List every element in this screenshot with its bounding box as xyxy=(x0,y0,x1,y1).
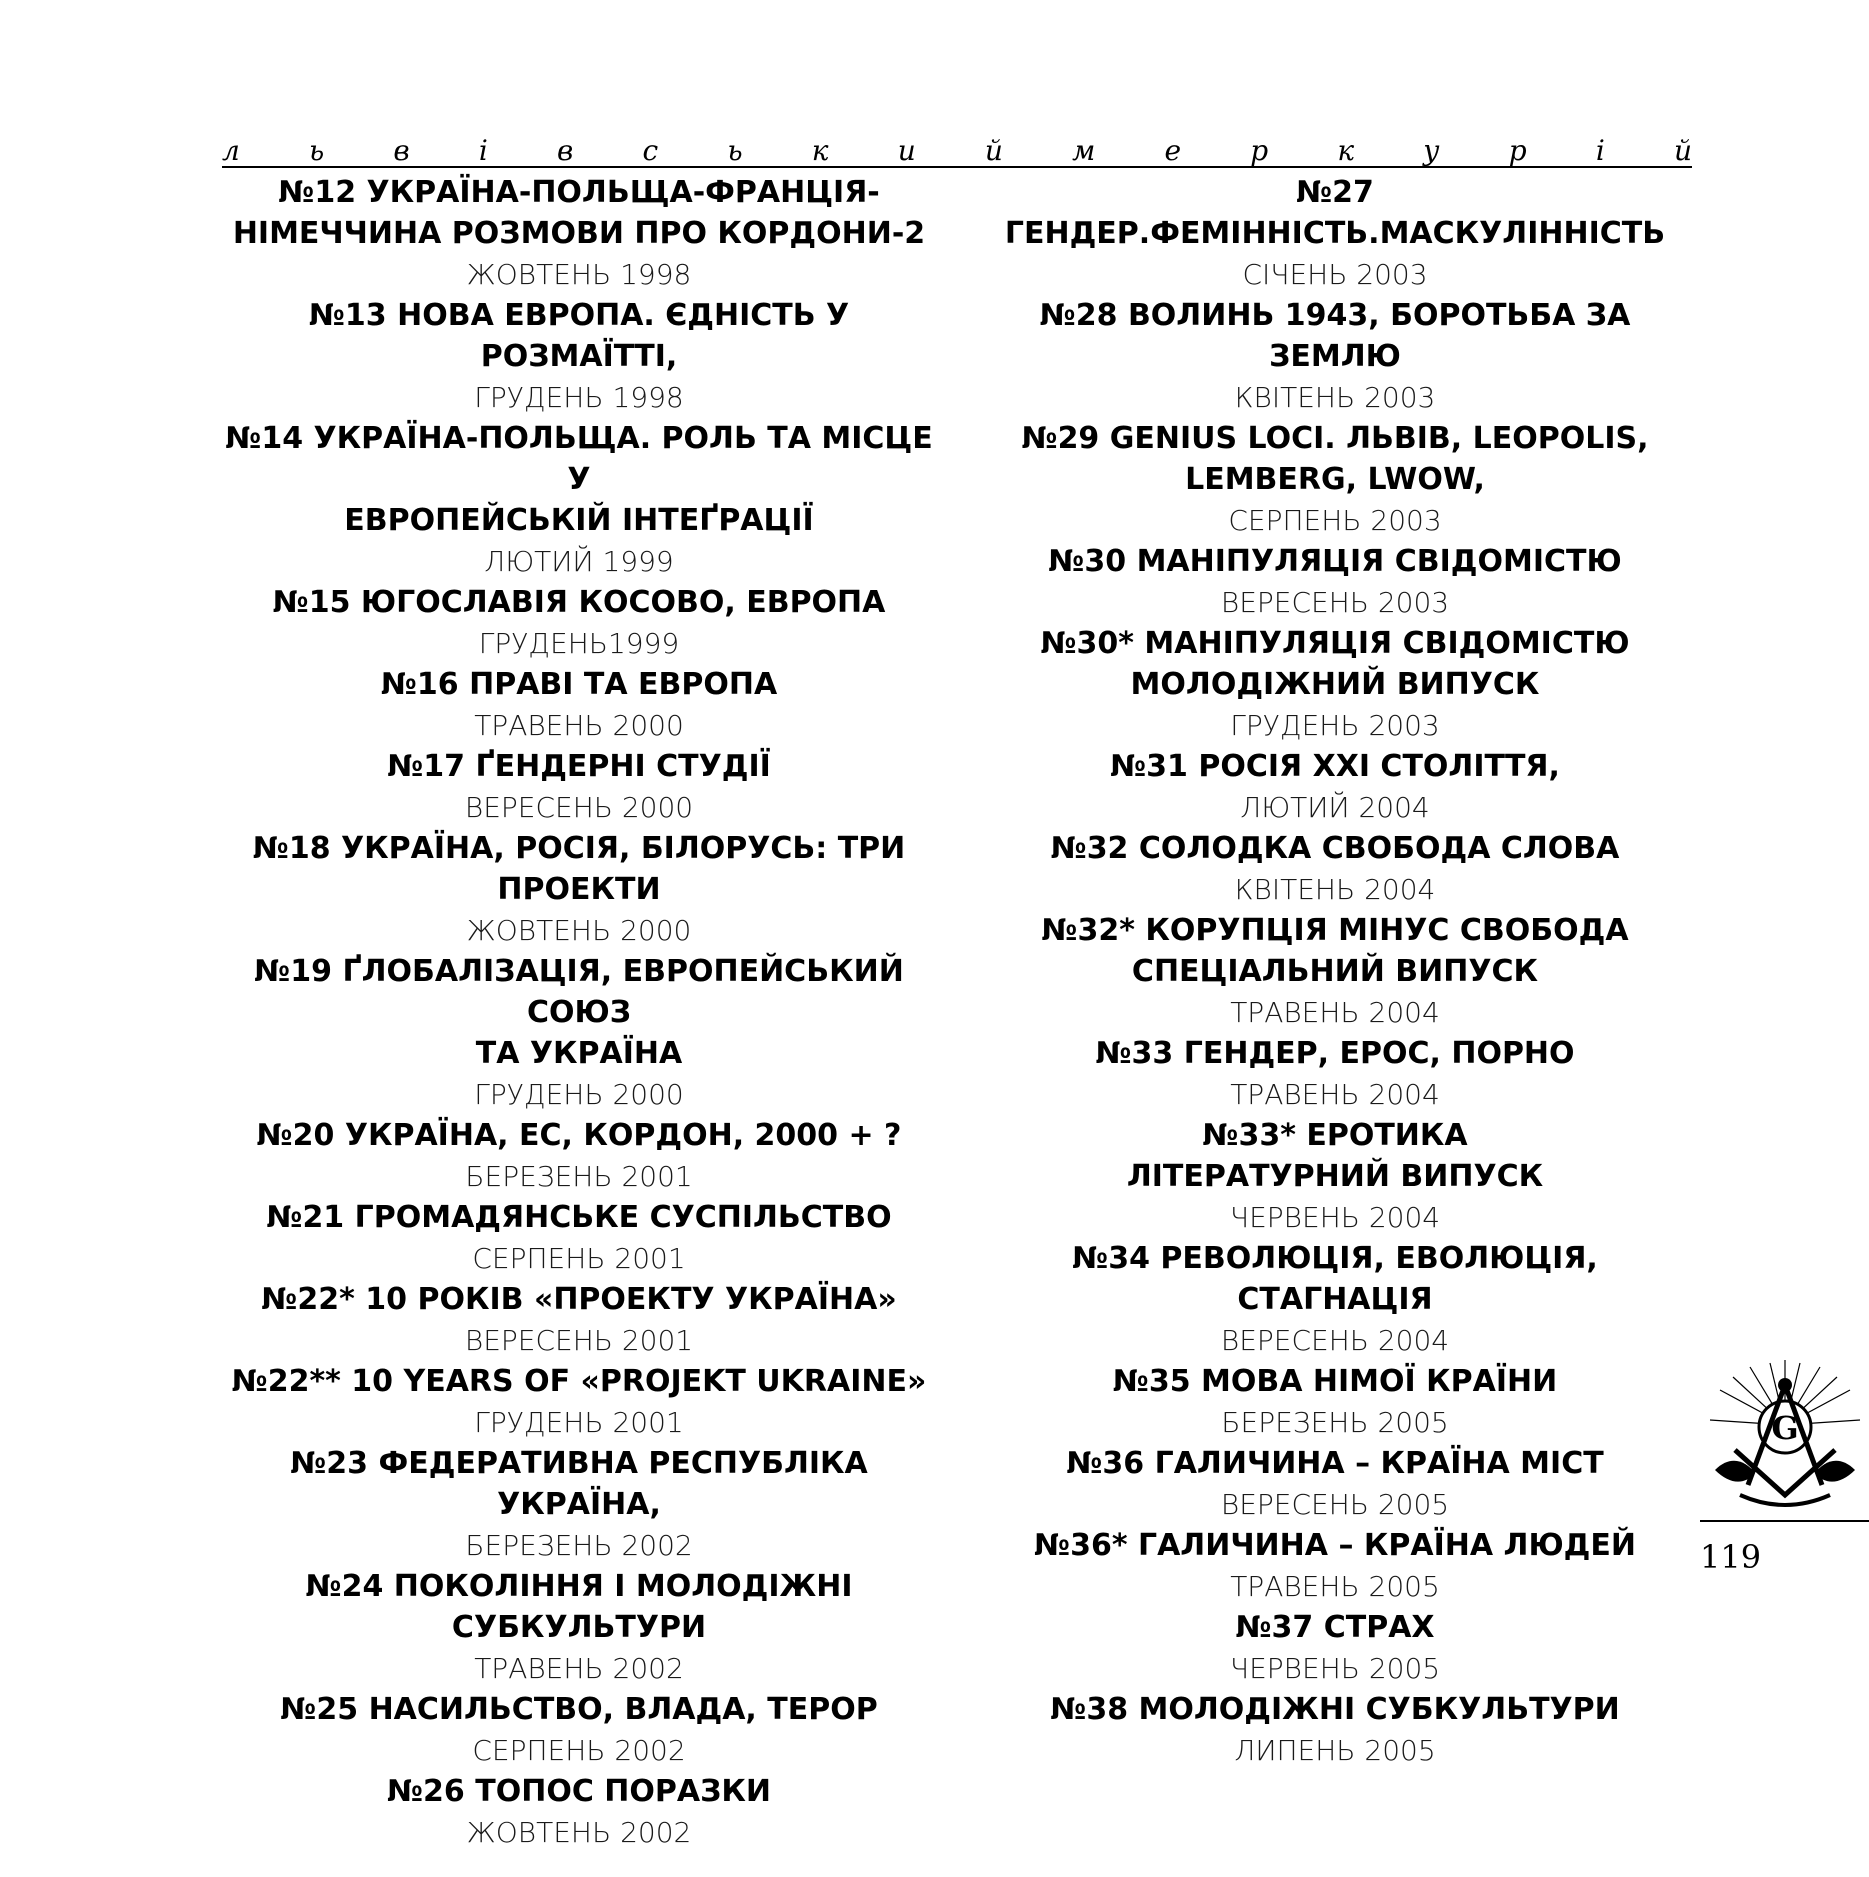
issue-entry xyxy=(975,828,1695,910)
issue-date: ЛЮТИЙ 2004 xyxy=(1240,791,1430,824)
issue-title: №14 УКРАЇНА-ПОЛЬЩА. РОЛЬ ТА МІСЦЕ У xyxy=(225,421,933,497)
issue-date: БЕРЕЗЕНЬ 2002 xyxy=(465,1529,693,1562)
issue-entry xyxy=(975,541,1695,623)
running-head-letter: р xyxy=(1250,133,1269,167)
running-head-letter: к xyxy=(1337,133,1355,167)
issue-entry xyxy=(975,295,1695,418)
issue-title: ЛІТЕРАТУРНИЙ ВИПУСК xyxy=(1126,1159,1544,1194)
issue-date: ЧЕРВЕНЬ 2004 xyxy=(1229,1201,1441,1234)
issue-date: ВЕРЕСЕНЬ 2004 xyxy=(1220,1324,1450,1357)
running-head-letter: й xyxy=(1673,133,1692,167)
issue-entry xyxy=(214,1279,944,1361)
issue-date: ЛЮТИЙ 1999 xyxy=(484,545,674,578)
issue-title: №36* ГАЛИЧИНА – КРАЇНА ЛЮДЕЙ xyxy=(1033,1528,1636,1563)
issue-title: №32* КОРУПЦІЯ МІНУС СВОБОДА xyxy=(1041,913,1629,948)
issue-date: КВІТЕНЬ 2004 xyxy=(1234,873,1436,906)
issue-title: №27 ГЕНДЕР.ФЕМІННІСТЬ.МАСКУЛІННІСТЬ xyxy=(1004,175,1666,251)
issue-date: ВЕРЕСЕНЬ 2000 xyxy=(464,791,694,824)
issue-date: СІЧЕНЬ 2003 xyxy=(1242,258,1428,291)
issue-date: КВІТЕНЬ 2003 xyxy=(1234,381,1436,414)
running-head-letter: с xyxy=(642,133,659,167)
issue-title: №35 МОВА НІМОЇ КРАЇНИ xyxy=(1112,1364,1558,1399)
issue-title: СПЕЦІАЛЬНИЙ ВИПУСК xyxy=(1131,954,1539,989)
issue-entry xyxy=(975,1607,1695,1689)
issue-entry xyxy=(214,172,944,295)
running-head-letter: л xyxy=(222,133,240,167)
running-head-letter: й xyxy=(984,133,1003,167)
issue-date: СЕРПЕНЬ 2001 xyxy=(472,1242,686,1275)
issue-entry xyxy=(214,746,944,828)
running-head-letter: в xyxy=(393,133,410,167)
issue-title: №24 ПОКОЛІННЯ І МОЛОДІЖНІ xyxy=(305,1569,853,1604)
issue-date: ТРАВЕНЬ 2004 xyxy=(1230,1078,1440,1111)
issue-title: №16 ПРАВІ ТА ЕВРОПА xyxy=(380,667,778,702)
issue-title: №18 УКРАЇНА, РОСІЯ, БІЛОРУСЬ: ТРИ xyxy=(252,831,906,866)
page-number: 119 xyxy=(1700,1538,1762,1576)
issue-title: №26 ТОПОС ПОРАЗКИ xyxy=(386,1774,772,1809)
running-head-letter: и xyxy=(897,133,916,167)
issue-entry xyxy=(214,295,944,418)
issue-entry xyxy=(214,582,944,664)
running-head-letter: е xyxy=(1164,133,1182,167)
issue-entry xyxy=(214,1361,944,1443)
issue-date: ЖОВТЕНЬ 2002 xyxy=(466,1816,692,1849)
issue-title: №22* 10 РОКІВ «ПРОЕКТУ УКРАЇНА» xyxy=(261,1282,897,1317)
issues-list-right xyxy=(975,172,1695,1771)
issue-date: ВЕРЕСЕНЬ 2003 xyxy=(1220,586,1450,619)
issue-entry xyxy=(975,1115,1695,1238)
issue-entry xyxy=(975,1361,1695,1443)
issue-entry xyxy=(975,910,1695,1033)
emblem-rule xyxy=(1700,1520,1869,1522)
issue-entry xyxy=(214,418,944,582)
issue-entry xyxy=(975,418,1695,541)
issue-entry xyxy=(975,1238,1695,1361)
issue-date: ВЕРЕСЕНЬ 2001 xyxy=(464,1324,694,1357)
issue-title: №25 НАСИЛЬСТВО, ВЛАДА, ТЕРОР xyxy=(280,1692,878,1727)
issue-date: ТРАВЕНЬ 2002 xyxy=(474,1652,684,1685)
issue-entry xyxy=(975,623,1695,746)
issue-title: ПРОЕКТИ xyxy=(497,872,661,907)
running-head-letter: і xyxy=(1595,133,1605,167)
running-head-letter: і xyxy=(478,133,488,167)
running-head-letter: в xyxy=(557,133,574,167)
running-head-letter: к xyxy=(811,133,829,167)
issue-date: ГРУДЕНЬ1999 xyxy=(478,627,680,660)
issue-date: СЕРПЕНЬ 2002 xyxy=(472,1734,686,1767)
issue-title: №31 РОСІЯ XXI СТОЛІТТЯ, xyxy=(1110,749,1560,784)
issue-title: LEMBERG, LWOW, xyxy=(1185,462,1485,497)
issue-entry xyxy=(975,1443,1695,1525)
issue-title: №12 УКРАЇНА-ПОЛЬЩА-ФРАНЦІЯ- xyxy=(278,175,880,210)
issue-title: №29 GENIUS LOCI. ЛЬВІВ, LEOPOLIS, xyxy=(1021,421,1649,456)
issue-date: СЕРПЕНЬ 2003 xyxy=(1228,504,1442,537)
issue-date: ТРАВЕНЬ 2005 xyxy=(1230,1570,1440,1603)
issue-entry xyxy=(214,951,944,1115)
emblem-icon xyxy=(1700,1355,1869,1515)
issue-title: №33 ГЕНДЕР, ЕРОС, ПОРНО xyxy=(1095,1036,1575,1071)
issue-title: ЕВРОПЕЙСЬКІЙ ІНТЕҐРАЦІЇ xyxy=(344,503,814,538)
issue-title: №15 ЮГОСЛАВІЯ КОСОВО, ЕВРОПА xyxy=(272,585,886,620)
running-head xyxy=(222,130,1692,170)
issue-date: ВЕРЕСЕНЬ 2005 xyxy=(1220,1488,1450,1521)
running-head-letter: ь xyxy=(309,133,325,167)
issue-date: ЖОВТЕНЬ 2000 xyxy=(466,914,692,947)
issue-title: №13 НОВА ЕВРОПА. ЄДНІСТЬ У РОЗМАЇТТІ, xyxy=(308,298,850,374)
running-head-letter: р xyxy=(1508,133,1527,167)
issue-title: №36 ГАЛИЧИНА – КРАЇНА МІСТ xyxy=(1066,1446,1604,1481)
header-rule xyxy=(222,166,1692,168)
issue-date: ЧЕРВЕНЬ 2005 xyxy=(1229,1652,1441,1685)
issue-date: ТРАВЕНЬ 2004 xyxy=(1230,996,1440,1029)
issue-title: №21 ГРОМАДЯНСЬКЕ СУСПІЛЬСТВО xyxy=(266,1200,892,1235)
issue-title: №22** 10 YEARS OF «PROJEKT UKRAINE» xyxy=(231,1364,927,1399)
issue-entry xyxy=(214,1197,944,1279)
running-head-letter: м xyxy=(1072,133,1096,167)
issue-date: ГРУДЕНЬ 2000 xyxy=(474,1078,684,1111)
issue-entry xyxy=(214,1689,944,1771)
issue-title: №20 УКРАЇНА, ЕС, КОРДОН, 2000 + ? xyxy=(256,1118,902,1153)
issue-date: ЖОВТЕНЬ 1998 xyxy=(466,258,692,291)
issue-title: №38 МОЛОДІЖНІ СУБКУЛЬТУРИ xyxy=(1050,1692,1620,1727)
running-head-letter: у xyxy=(1423,133,1440,167)
issue-entry xyxy=(214,1771,944,1853)
issue-entry xyxy=(975,172,1695,295)
issue-date: БЕРЕЗЕНЬ 2005 xyxy=(1221,1406,1449,1439)
issue-title: №32 СОЛОДКА СВОБОДА СЛОВА xyxy=(1050,831,1620,866)
issue-date: ГРУДЕНЬ 1998 xyxy=(474,381,684,414)
issues-list-left xyxy=(214,172,944,1853)
issue-title: №37 СТРАХ xyxy=(1235,1610,1435,1645)
issue-title: №30* МАНІПУЛЯЦІЯ СВІДОМІСТЮ xyxy=(1040,626,1630,661)
issue-title: МОЛОДІЖНИЙ ВИПУСК xyxy=(1130,667,1540,702)
running-head-letter: ь xyxy=(727,133,743,167)
issue-entry xyxy=(214,664,944,746)
issue-date: ЛИПЕНЬ 2005 xyxy=(1234,1734,1436,1767)
issue-title: №34 РЕВОЛЮЦІЯ, ЕВОЛЮЦІЯ, СТАГНАЦІЯ xyxy=(1072,1241,1598,1317)
issue-date: ГРУДЕНЬ 2001 xyxy=(474,1406,684,1439)
issue-title: НІМЕЧЧИНА РОЗМОВИ ПРО КОРДОНИ-2 xyxy=(232,216,926,251)
issue-title: №19 ҐЛОБАЛІЗАЦІЯ, ЕВРОПЕЙСЬКИЙ СОЮЗ xyxy=(254,954,904,1030)
issue-entry xyxy=(214,828,944,951)
issue-title: ТА УКРАЇНА xyxy=(475,1036,683,1071)
issue-title: №30 МАНІПУЛЯЦІЯ СВІДОМІСТЮ xyxy=(1048,544,1622,579)
issue-date: ГРУДЕНЬ 2003 xyxy=(1230,709,1440,742)
issue-entry xyxy=(214,1566,944,1689)
issue-title: СУБКУЛЬТУРИ xyxy=(451,1610,707,1645)
issue-title: №28 ВОЛИНЬ 1943, БОРОТЬБА ЗА ЗЕМЛЮ xyxy=(1039,298,1631,374)
issue-entry xyxy=(975,746,1695,828)
issue-entry xyxy=(975,1525,1695,1607)
issue-entry xyxy=(214,1115,944,1197)
issue-title: №23 ФЕДЕРАТИВНА РЕСПУБЛІКА УКРАЇНА, xyxy=(290,1446,868,1522)
issue-title: №17 ҐЕНДЕРНІ СТУДІЇ xyxy=(387,749,771,784)
issue-entry xyxy=(975,1033,1695,1115)
issue-date: ТРАВЕНЬ 2000 xyxy=(474,709,684,742)
issue-date: БЕРЕЗЕНЬ 2001 xyxy=(465,1160,693,1193)
issue-entry xyxy=(975,1689,1695,1771)
svg-text:G: G xyxy=(1771,1409,1799,1447)
issue-entry xyxy=(214,1443,944,1566)
issue-title: №33* ЕРОТИКА xyxy=(1202,1118,1468,1153)
